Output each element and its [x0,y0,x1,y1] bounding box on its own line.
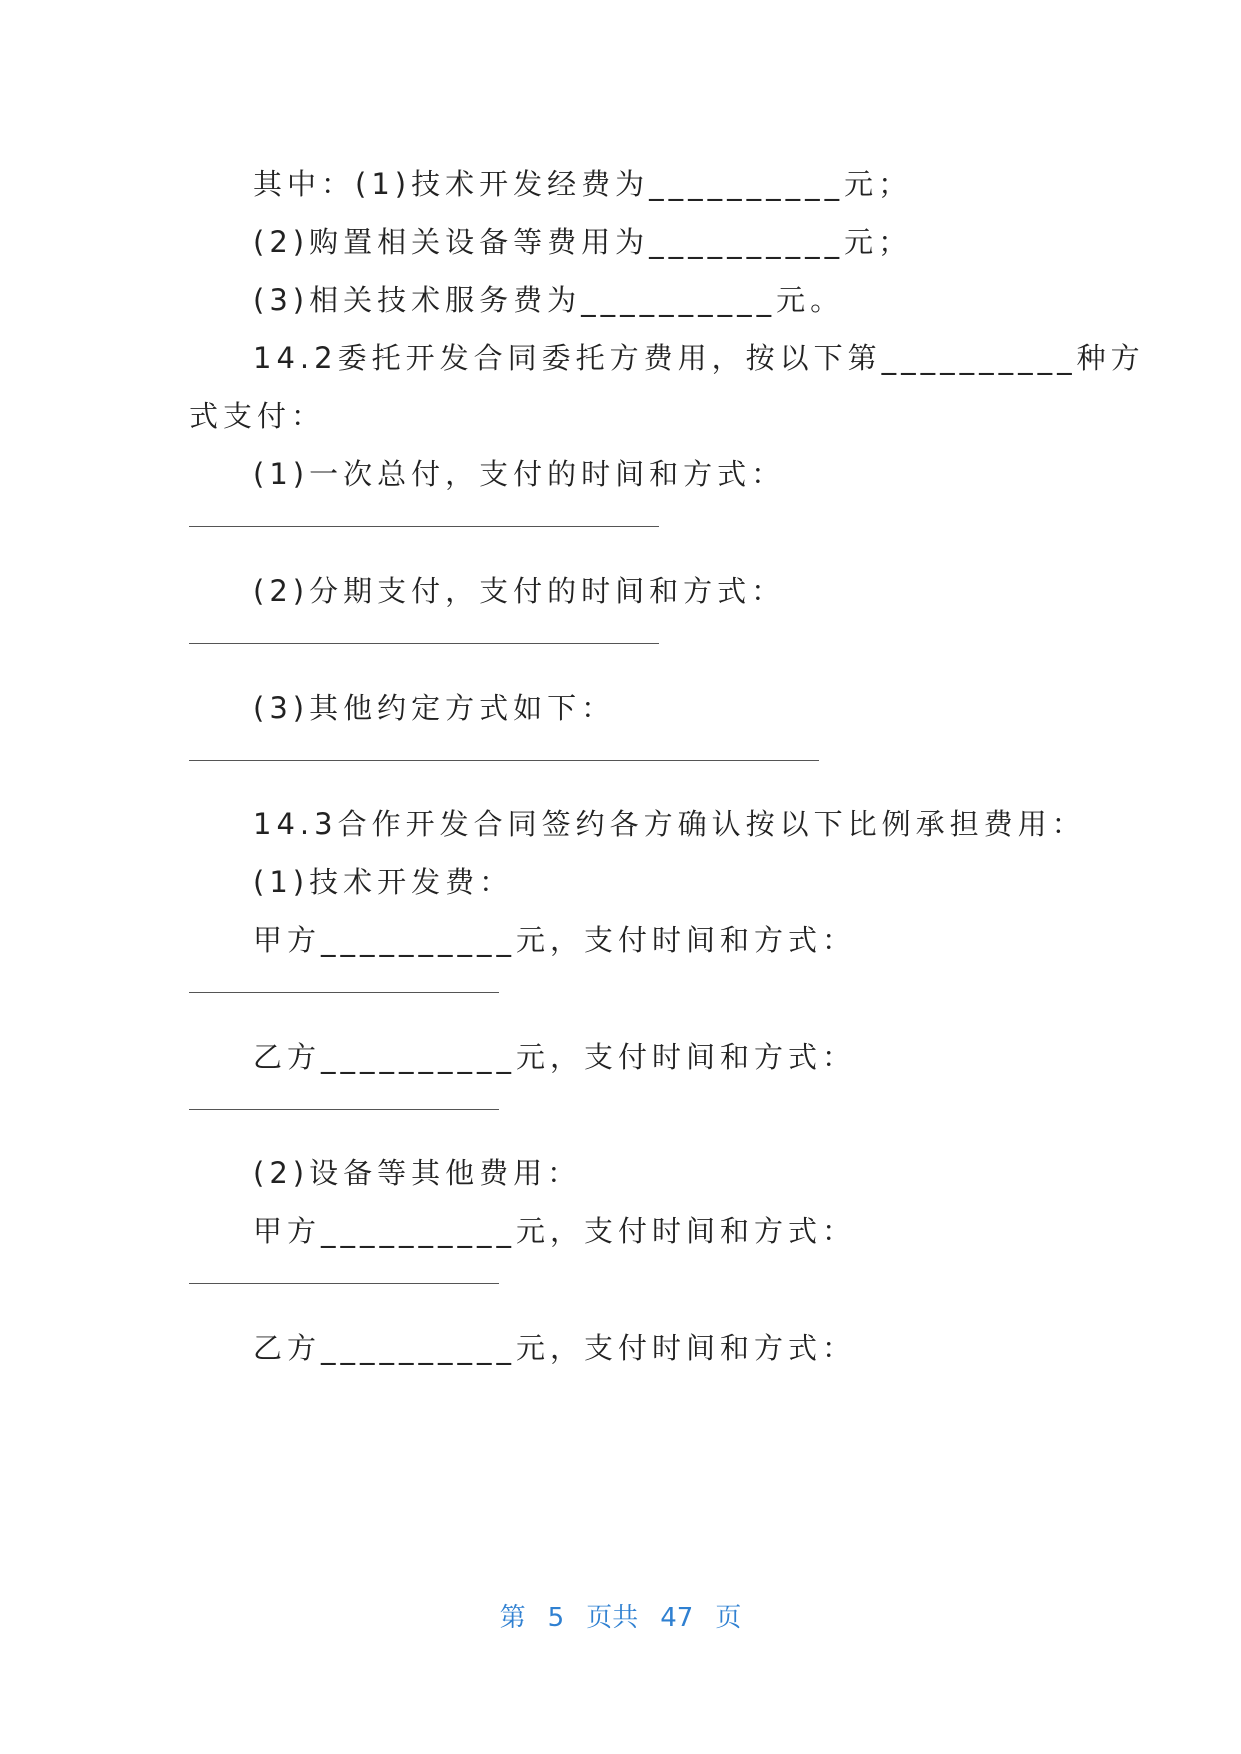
blank-rule [189,992,499,993]
text-line: 甲方__________元，支付时间和方式： [253,1214,857,1248]
text-line: (1)技术开发费： [253,865,514,899]
text-line: 甲方__________元，支付时间和方式： [253,923,857,957]
text-line: 乙方__________元，支付时间和方式： [253,1331,857,1365]
text-line: (2)购置相关设备等费用为__________元； [253,225,913,259]
text-line: (1)一次总付，支付的时间和方式： [253,457,786,491]
text-line: 式支付： [189,399,326,433]
text-line: 其中：(1)技术开发经费为__________元； [253,167,913,201]
footer-current-page: 5 [547,1603,565,1633]
footer-total-pages: 47 [660,1603,694,1633]
blank-rule [189,526,659,527]
footer-prefix: 第 [499,1603,526,1633]
text-line: (2)分期支付，支付的时间和方式： [253,574,786,608]
text-line: 14.3合作开发合同签约各方确认按以下比例承担费用： [253,807,1086,841]
text-line: 乙方__________元，支付时间和方式： [253,1040,857,1074]
blank-rule [189,643,659,644]
text-line: (3)相关技术服务费为__________元。 [253,283,845,317]
footer-suffix: 页 [715,1603,742,1633]
text-line: 14.2委托开发合同委托方费用，按以下第__________种方 [253,341,1145,375]
text-line: (2)设备等其他费用： [253,1156,582,1190]
text-line: (3)其他约定方式如下： [253,691,616,725]
blank-rule [189,1109,499,1110]
footer-middle: 页共 [586,1603,639,1633]
blank-rule [189,1283,499,1284]
page-footer [0,1600,1241,1636]
blank-rule [189,760,819,761]
